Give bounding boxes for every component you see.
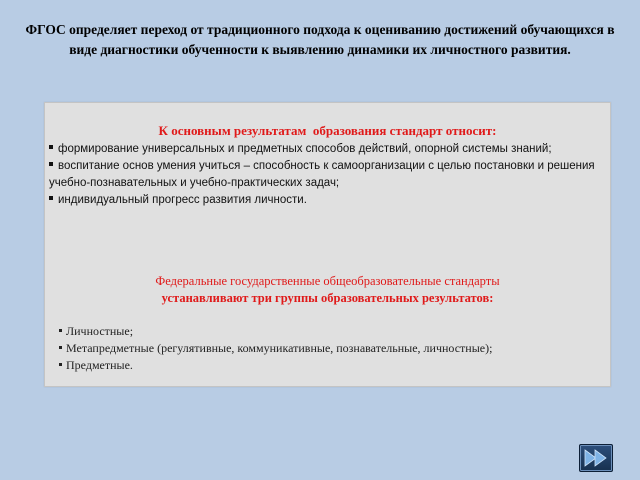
list-item [49, 141, 607, 158]
double-right-arrow-icon [580, 445, 612, 471]
bullet-icon [49, 162, 53, 166]
bullet-icon [49, 196, 53, 200]
group-item-text: Предметные. [66, 358, 133, 372]
result-item-text: формирование универсальных и предметных способов действий, опорной системы знаний; [58, 143, 552, 155]
group-item-text: Личностные; [66, 324, 134, 338]
bullet-icon [49, 145, 53, 149]
list-item [49, 158, 607, 192]
list-item [59, 357, 604, 374]
standards-heading-line: устанавливают три группы образовательных результатов: [161, 291, 494, 305]
content-panel [44, 102, 611, 387]
result-item-text: воспитание основ умения учиться – способность к самоорганизации с целью постановки и решения учебно-познавательных и учебно-практических задач; [49, 160, 595, 189]
next-slide-button[interactable] [579, 444, 613, 472]
bullet-icon [59, 329, 62, 332]
list-item [59, 340, 604, 357]
groups-list [59, 323, 604, 374]
list-item [59, 323, 604, 340]
group-item-text: Метапредметные (регулятивные, коммуникативные, познавательные, личностные); [66, 341, 493, 355]
results-list [49, 141, 607, 209]
list-item [49, 192, 607, 209]
result-item-text: индивидуальный прогресс развития личности. [58, 194, 307, 206]
results-heading: К основным результатам образования стандарт относит: [158, 123, 497, 138]
slide-title: ФГОС определяет переход от традиционного подхода к оцениванию достижений обучающихся в виде диагностики обученности к выявлению динамики их личностного развития. [25, 22, 615, 57]
standards-heading [45, 273, 610, 307]
standards-heading-line: Федеральные государственные общеобразовательные стандарты [155, 274, 500, 288]
bullet-icon [59, 363, 62, 366]
bullet-icon [59, 346, 62, 349]
